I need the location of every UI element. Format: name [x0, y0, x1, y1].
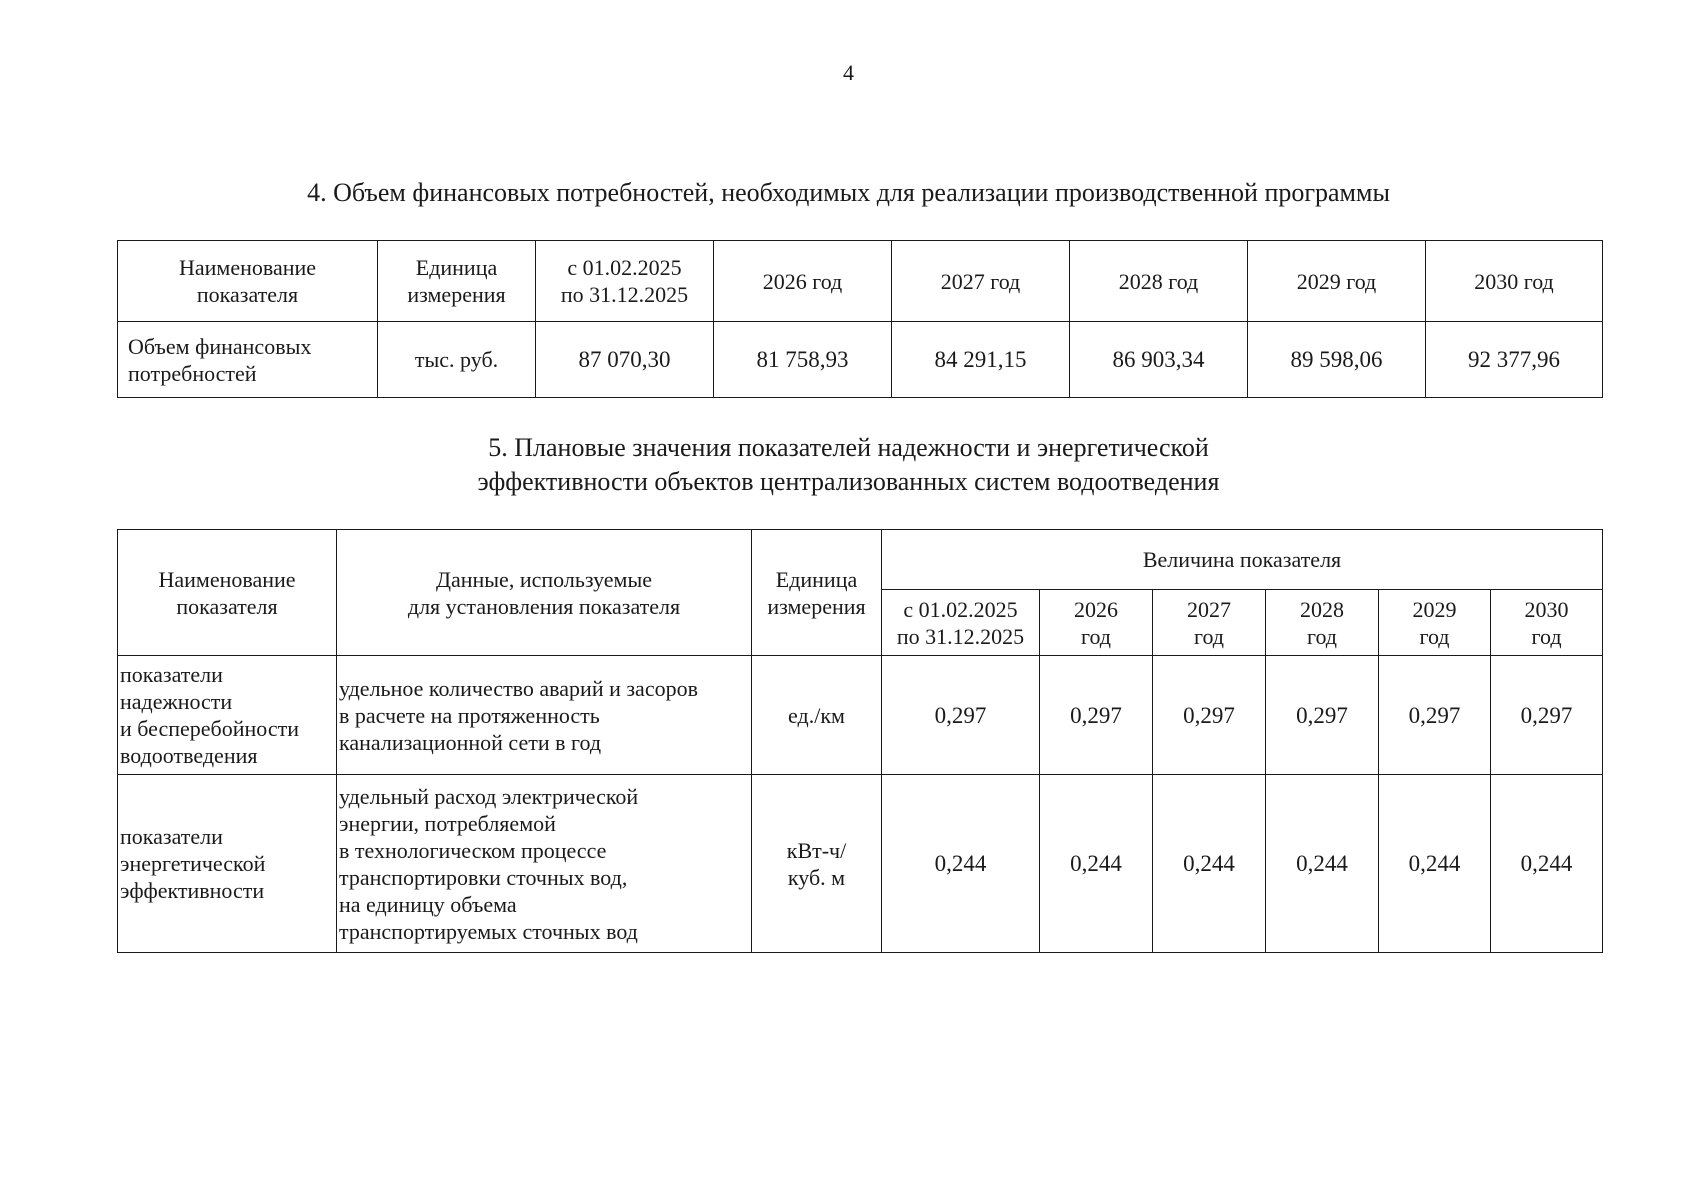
value-2026: 0,244 [1040, 775, 1153, 953]
header-year [1153, 590, 1266, 656]
row-name [118, 322, 378, 398]
value-2029: 89 598,06 [1248, 322, 1426, 398]
header-line: год [1306, 623, 1338, 649]
header-line: по 31.12.2025 [560, 282, 689, 307]
financial-needs-table [117, 240, 1603, 398]
header-line: измерения [407, 282, 506, 307]
row-data-line: энергии, потребляемой [339, 810, 556, 836]
row-unit [752, 656, 882, 775]
header-2027: 2027 год [892, 241, 1070, 322]
header-line: Единица [775, 566, 858, 592]
header-line: 2029 [1412, 596, 1457, 622]
row-name-line: и бесперебойности [120, 716, 299, 741]
value-2029: 0,244 [1379, 775, 1491, 953]
row-name-line: энергетической [120, 851, 266, 876]
header-line: с 01.02.2025 [567, 255, 682, 280]
header-year [1266, 590, 1379, 656]
row-data-line: удельный расход электрической [339, 783, 639, 809]
header-line: год [1531, 623, 1562, 649]
header-name [118, 530, 337, 656]
value-2027: 84 291,15 [892, 322, 1070, 398]
value-2030: 92 377,96 [1426, 322, 1603, 398]
page-number: 4 [843, 60, 854, 85]
value-2027: 0,297 [1153, 656, 1266, 775]
header-period [882, 590, 1040, 656]
header-line: показателя [176, 593, 278, 619]
value-2028: 0,244 [1266, 775, 1379, 953]
value-2029: 0,297 [1379, 656, 1491, 775]
row-name-line: надежности [120, 689, 233, 714]
row-data [337, 775, 752, 953]
row-data [337, 656, 752, 775]
header-2026: 2026 год [714, 241, 892, 322]
header-unit [752, 530, 882, 656]
reliability-indicators-table [117, 529, 1603, 953]
table-row [118, 656, 1603, 775]
value-2026: 0,297 [1040, 656, 1153, 775]
row-data-line: на единицу объема [339, 891, 517, 917]
value-period: 0,244 [882, 775, 1040, 953]
header-year [1040, 590, 1153, 656]
value-2028: 0,297 [1266, 656, 1379, 775]
header-data [337, 530, 752, 656]
table-row [118, 322, 1603, 398]
header-year [1379, 590, 1491, 656]
section-4-title: 4. Объем финансовых потребностей, необходимых для реализации производственной программы [307, 178, 1390, 207]
row-data-line: в расчете на протяженность [339, 702, 600, 728]
row-unit-line: куб. м [787, 864, 846, 890]
header-line: измерения [767, 593, 866, 619]
row-unit-line: кВт-ч/ [786, 837, 847, 863]
row-data-line: транспортировки сточных вод, [339, 864, 628, 890]
row-name-line: показатели [120, 824, 223, 849]
row-data-line: удельное количество аварий и засоров [339, 675, 698, 701]
value-2030: 0,244 [1491, 775, 1603, 953]
table-header-row [118, 530, 1603, 590]
header-line: год [1193, 623, 1225, 649]
value-2030: 0,297 [1491, 656, 1603, 775]
row-data-line: транспортируемых сточных вод [339, 918, 638, 944]
value-2027: 0,244 [1153, 775, 1266, 953]
header-line: показателя [196, 282, 299, 307]
value-period: 87 070,30 [536, 322, 714, 398]
header-period [536, 241, 714, 322]
row-name-line: показатели [120, 662, 223, 687]
header-2030: 2030 год [1426, 241, 1603, 322]
header-line: Единица [415, 255, 498, 280]
header-name [118, 241, 378, 322]
header-year [1491, 590, 1603, 656]
row-data-line: канализационной сети в год [339, 729, 602, 755]
header-2028: 2028 год [1070, 241, 1248, 322]
row-name [118, 775, 337, 953]
header-line: Данные, используемые [435, 566, 653, 592]
header-line: 2027 [1187, 596, 1231, 622]
header-line: Наименование [158, 566, 296, 592]
header-line: с 01.02.2025 [903, 596, 1018, 622]
header-line: год [1419, 623, 1450, 649]
section-5-title [0, 431, 1697, 499]
row-unit: тыс. руб. [378, 322, 536, 398]
header-line: 2026 [1074, 596, 1118, 622]
header-line: для установления показателя [407, 593, 681, 619]
row-name [118, 656, 337, 775]
row-name-line: водоотведения [120, 743, 258, 768]
header-line: 2028 [1300, 596, 1344, 622]
header-value-group: Величина показателя [882, 530, 1603, 590]
section-5-title-line: 5. Плановые значения показателей надежности и энергетической [488, 433, 1209, 462]
header-2029: 2029 год [1248, 241, 1426, 322]
header-line: год [1080, 623, 1112, 649]
row-unit [752, 775, 882, 953]
header-unit [378, 241, 536, 322]
table-header-row [118, 241, 1603, 322]
value-period: 0,297 [882, 656, 1040, 775]
section-5-title-line: эффективности объектов централизованных систем водоотведения [477, 467, 1220, 496]
header-line: Наименование [178, 255, 317, 280]
header-line: по 31.12.2025 [896, 623, 1025, 649]
table-row [118, 775, 1603, 953]
row-name-line: Объем финансовых [128, 333, 312, 359]
row-data-line: в технологическом процессе [339, 837, 607, 863]
value-2028: 86 903,34 [1070, 322, 1248, 398]
row-unit-line: ед./км [788, 702, 845, 728]
header-line: 2030 [1524, 596, 1569, 622]
value-2026: 81 758,93 [714, 322, 892, 398]
row-name-line: эффективности [120, 878, 265, 903]
row-name-line: потребностей [128, 360, 257, 386]
